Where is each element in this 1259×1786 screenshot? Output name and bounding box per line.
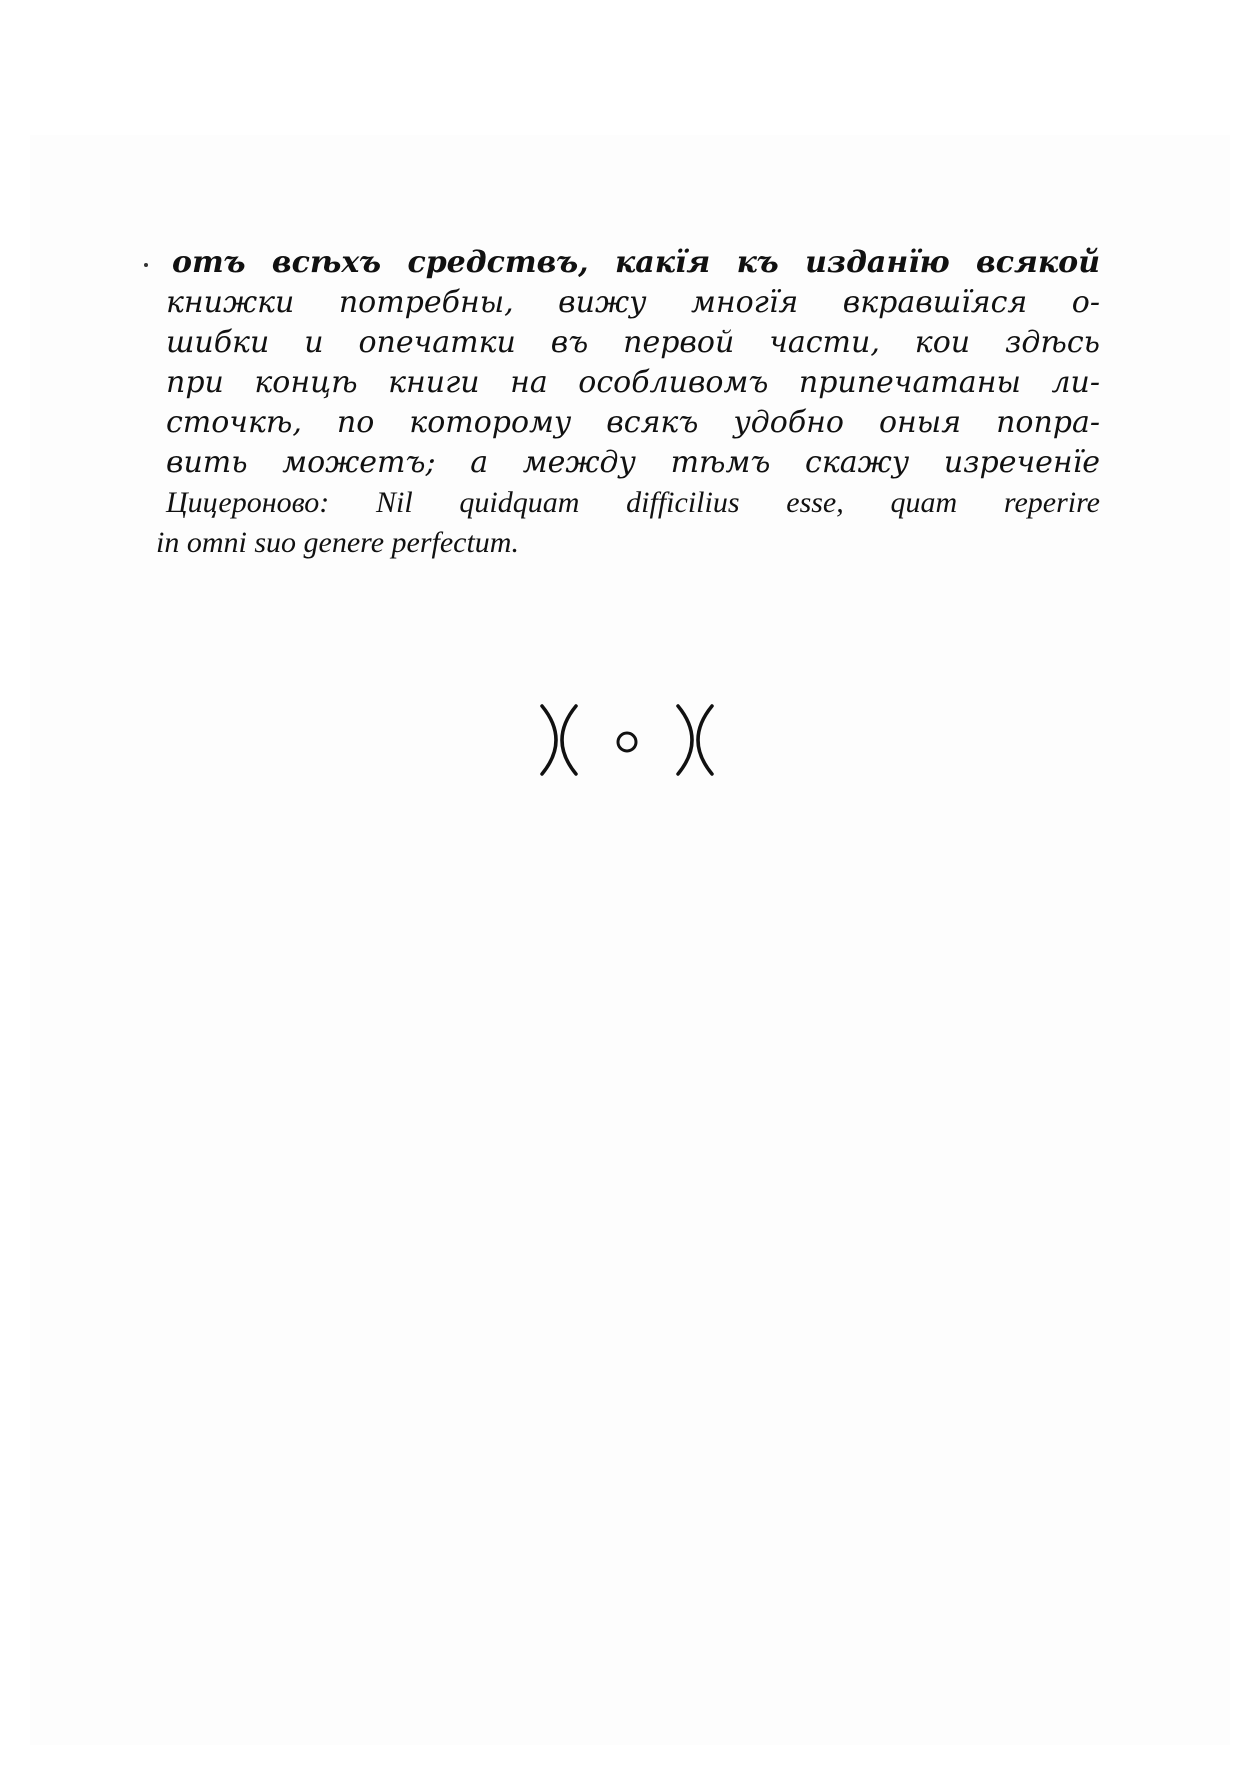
text-line-2: книжки потребны, вижу многїя вкравшїяся о- xyxy=(166,285,1100,320)
ornament-center-circle xyxy=(618,733,636,751)
text-line-5: сточкѣ, по которому всякъ удобно оныя попра- xyxy=(166,405,1100,440)
text-line-8: in omni suo genere perfectum. xyxy=(156,526,519,559)
text-line-6: вить можетъ; а между тѣмъ скажу изреченїе xyxy=(166,445,1100,480)
ornament-right-curve-outer xyxy=(698,706,712,774)
ornament-left-curve-outer xyxy=(542,706,556,774)
text-line-1 xyxy=(150,243,1100,283)
text-line-7: Цицероново: Nil quidquam difficilius esse, quam reperire xyxy=(166,486,1100,519)
text-block xyxy=(150,243,1100,563)
text-line-1-content: отъ всѣхъ средствъ, какїя къ изданїю всякой xyxy=(172,245,1100,280)
text-line-3: шибки и опечатки въ первой части, кои здѣсь xyxy=(166,325,1100,360)
ornament-left-curve-inner xyxy=(562,706,576,774)
section-ornament xyxy=(532,700,722,780)
stray-dot xyxy=(144,263,148,267)
text-line-4: при концѣ книги на особливомъ припечатаны ли- xyxy=(166,365,1100,400)
ornament-right-curve-inner xyxy=(678,706,692,774)
